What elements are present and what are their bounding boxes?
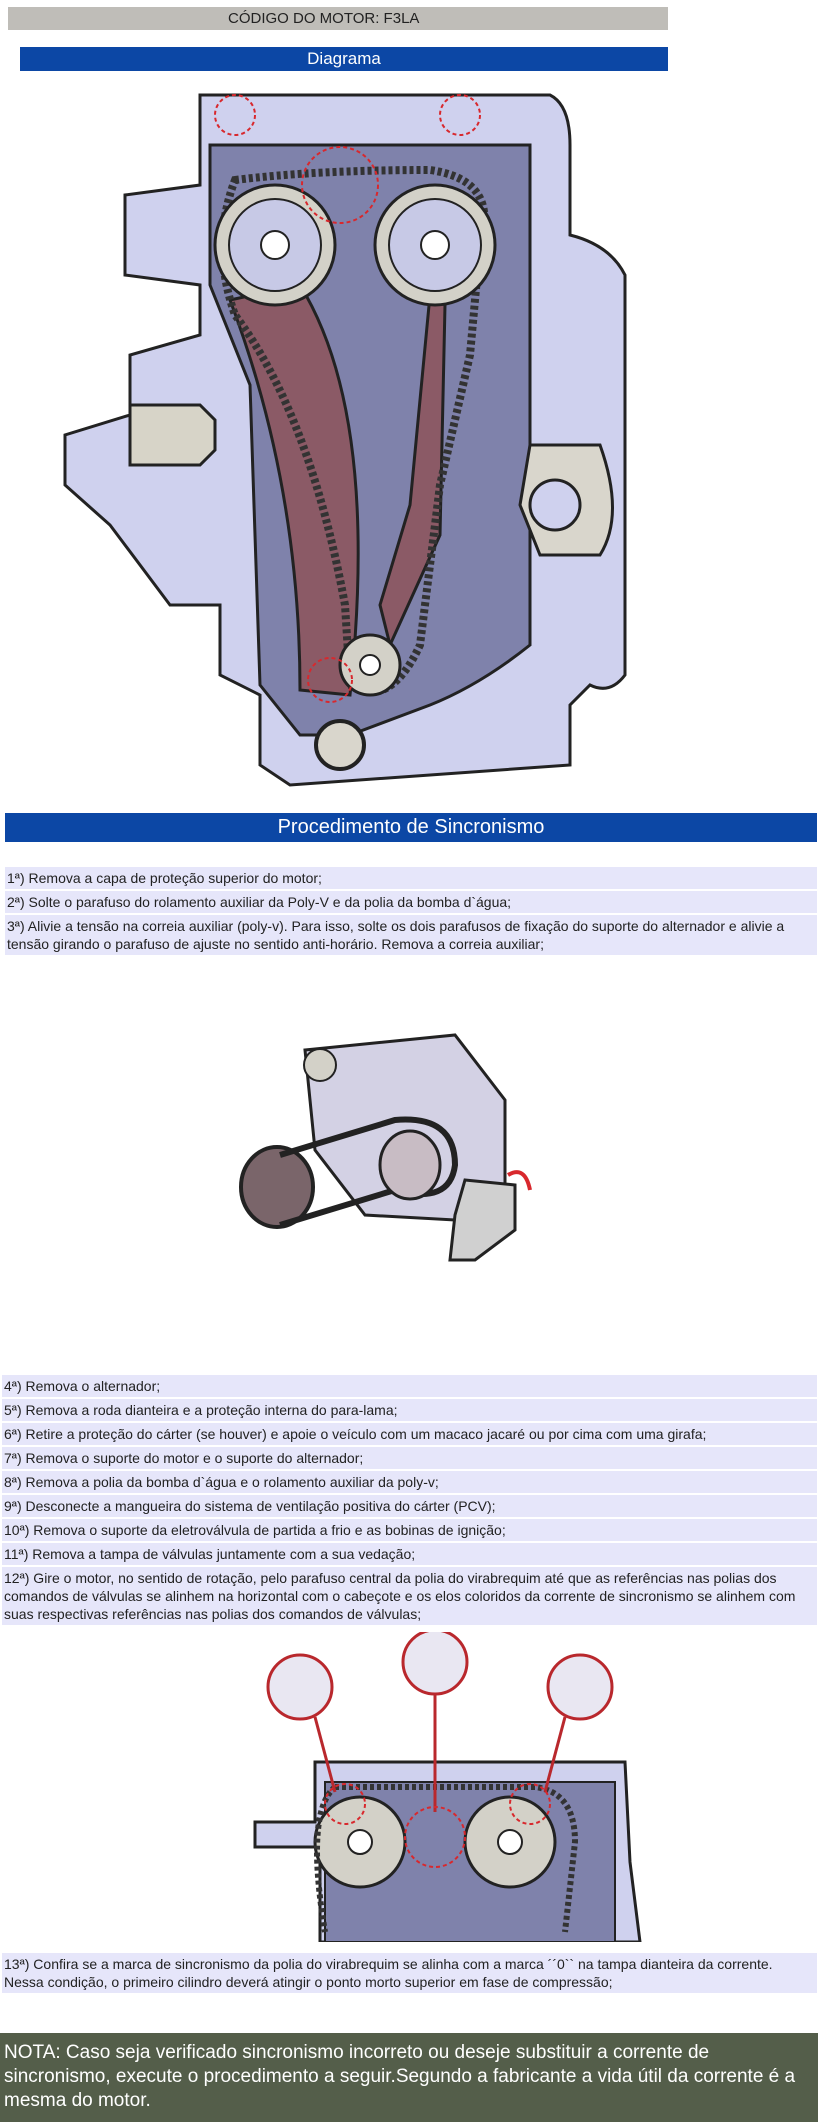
alternator-mount-boss xyxy=(304,1049,336,1081)
exhaust-camshaft-sprocket xyxy=(375,185,495,305)
crank-pulley-seal xyxy=(316,721,364,769)
zoom-circle-exhaust xyxy=(548,1655,612,1719)
step-5: 5ª) Remova a roda dianteira e a proteção interna do para-lama; xyxy=(2,1399,817,1421)
exhaust-hub xyxy=(498,1830,522,1854)
step-10: 10ª) Remova o suporte da eletroválvula de partida a frio e as bobinas de ignição; xyxy=(2,1519,817,1541)
timing-chain-diagram xyxy=(50,85,640,795)
alternator-pulley xyxy=(380,1131,440,1199)
engine-code-title: CÓDIGO DO MOTOR: F3LA xyxy=(228,10,420,27)
engine-code-header xyxy=(8,7,668,30)
step-7: 7ª) Remova o suporte do motor e o suporte do alternador; xyxy=(2,1447,817,1469)
step-3: 3ª) Alivie a tensão na correia auxiliar (poly-v). Para isso, solte os dois parafusos de fixação do suporte do alternador e alivie a tensão girando o parafuso de ajuste no sentido anti-horário. Remova a correia auxiliar; xyxy=(5,915,817,955)
step-9: 9ª) Desconecte a mangueira do sistema de ventilação positiva do cárter (PCV); xyxy=(2,1495,817,1517)
crankshaft-sprocket xyxy=(340,635,400,695)
intake-hub xyxy=(348,1830,372,1854)
timing-marks-diagram xyxy=(245,1632,645,1942)
note-box: NOTA: Caso seja verificado sincronismo incorreto ou deseje substituir a corrente de sincronismo, execute o procedimento a seguir.Segundo a fabricante a vida útil da corrente é a mesma do motor. xyxy=(0,2033,818,2122)
pump-hole xyxy=(530,480,580,530)
intake-camshaft-sprocket xyxy=(215,185,335,305)
step-1: 1ª) Remova a capa de proteção superior do motor; xyxy=(5,867,817,889)
step-2: 2ª) Solte o parafuso do rolamento auxiliar da Poly-V e da polia da bomba d`água; xyxy=(5,891,817,913)
step-13: 13ª) Confira se a marca de sincronismo da polia do virabrequim se alinha com a marca ´´0`` na tampa dianteira da corrente. Nessa condição, o primeiro cilindro deverá atingir o ponto morto superior em fase de compressão; xyxy=(2,1953,817,1993)
diagram-header: Diagrama xyxy=(20,47,668,71)
alternator-belt-diagram xyxy=(225,1015,555,1280)
zoom-circle-intake xyxy=(268,1655,332,1719)
procedure-header: Procedimento de Sincronismo xyxy=(5,813,817,842)
step-12: 12ª) Gire o motor, no sentido de rotação, pelo parafuso central da polia do virabrequim até que as referências nas polias dos comandos de válvulas se alinhem na horizontal com o cabeçote e os elos coloridos da corrente de sincronismo se alinhem com suas respectivas referências nas polias dos comandos de válvulas; xyxy=(2,1567,817,1625)
crank-pulley xyxy=(241,1147,313,1227)
zoom-circle-center xyxy=(403,1632,467,1694)
step-8: 8ª) Remova a polia da bomba d`água e o rolamento auxiliar da poly-v; xyxy=(2,1471,817,1493)
step-4: 4ª) Remova o alternador; xyxy=(2,1375,817,1397)
hydraulic-tensioner xyxy=(130,405,215,465)
step-11: 11ª) Remova a tampa de válvulas juntamente com a sua vedação; xyxy=(2,1543,817,1565)
step-6: 6ª) Retire a proteção do cárter (se houver) e apoie o veículo com um macaco jacaré ou por cima com uma girafa; xyxy=(2,1423,817,1445)
